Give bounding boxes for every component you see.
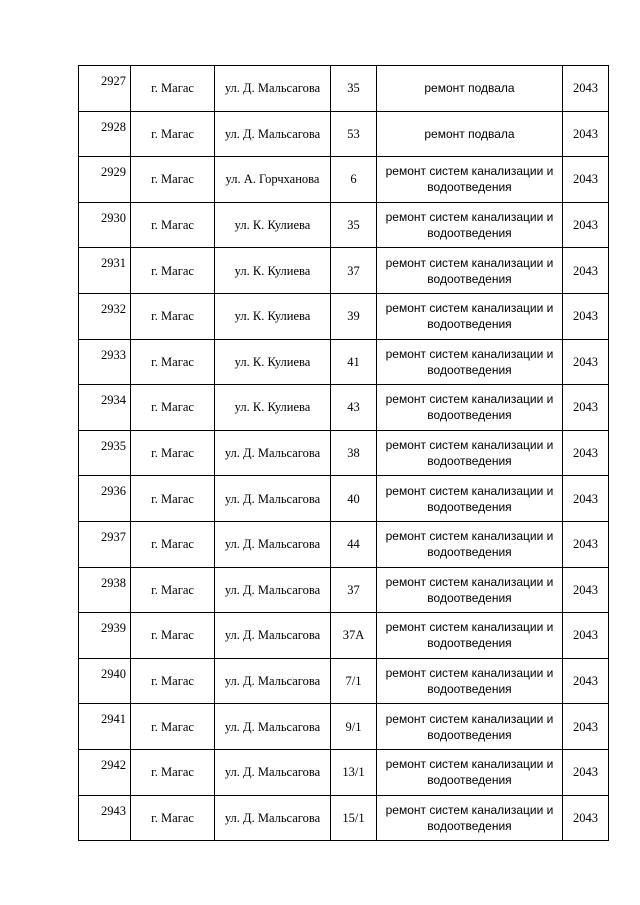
street-cell: ул. Д. Мальсагова <box>215 430 331 476</box>
city-cell: г. Магас <box>131 658 215 704</box>
work-type-cell: ремонт систем канализации и водоотведения <box>377 293 563 339</box>
row-number-cell: 2934 <box>79 385 131 431</box>
work-type-cell: ремонт систем канализации и водоотведения <box>377 157 563 203</box>
street-cell: ул. К. Кулиева <box>215 385 331 431</box>
house-number-cell: 35 <box>331 66 377 112</box>
city-cell: г. Магас <box>131 567 215 613</box>
table-row <box>79 385 609 431</box>
city-cell: г. Магас <box>131 157 215 203</box>
year-cell: 2043 <box>563 567 609 613</box>
year-cell: 2043 <box>563 613 609 659</box>
street-cell: ул. Д. Мальсагова <box>215 567 331 613</box>
row-number-cell: 2943 <box>79 795 131 841</box>
table-row <box>79 111 609 157</box>
work-type-cell: ремонт систем канализации и водоотведения <box>377 795 563 841</box>
work-type-cell: ремонт систем канализации и водоотведения <box>377 521 563 567</box>
table-row <box>79 567 609 613</box>
city-cell: г. Магас <box>131 430 215 476</box>
row-number-cell: 2932 <box>79 293 131 339</box>
row-number-cell: 2936 <box>79 476 131 522</box>
city-cell: г. Магас <box>131 476 215 522</box>
row-number-cell: 2929 <box>79 157 131 203</box>
table-row <box>79 339 609 385</box>
table-row <box>79 521 609 567</box>
work-type-cell: ремонт систем канализации и водоотведения <box>377 704 563 750</box>
work-type-cell: ремонт систем канализации и водоотведения <box>377 567 563 613</box>
house-number-cell: 15/1 <box>331 795 377 841</box>
year-cell: 2043 <box>563 430 609 476</box>
table-body <box>79 66 609 841</box>
street-cell: ул. Д. Мальсагова <box>215 521 331 567</box>
year-cell: 2043 <box>563 385 609 431</box>
city-cell: г. Магас <box>131 248 215 294</box>
year-cell: 2043 <box>563 202 609 248</box>
row-number-cell: 2941 <box>79 704 131 750</box>
year-cell: 2043 <box>563 704 609 750</box>
street-cell: ул. К. Кулиева <box>215 202 331 248</box>
street-cell: ул. К. Кулиева <box>215 339 331 385</box>
year-cell: 2043 <box>563 248 609 294</box>
row-number-cell: 2940 <box>79 658 131 704</box>
row-number-cell: 2928 <box>79 111 131 157</box>
year-cell: 2043 <box>563 476 609 522</box>
row-number-cell: 2935 <box>79 430 131 476</box>
work-type-cell: ремонт подвала <box>377 111 563 157</box>
street-cell: ул. Д. Мальсагова <box>215 476 331 522</box>
work-type-cell: ремонт подвала <box>377 66 563 112</box>
street-cell: ул. Д. Мальсагова <box>215 658 331 704</box>
year-cell: 2043 <box>563 749 609 795</box>
city-cell: г. Магас <box>131 202 215 248</box>
table-row <box>79 749 609 795</box>
city-cell: г. Магас <box>131 795 215 841</box>
street-cell: ул. К. Кулиева <box>215 293 331 339</box>
work-type-cell: ремонт систем канализации и водоотведения <box>377 658 563 704</box>
street-cell: ул. Д. Мальсагова <box>215 795 331 841</box>
house-number-cell: 37А <box>331 613 377 659</box>
street-cell: ул. Д. Мальсагова <box>215 749 331 795</box>
house-number-cell: 13/1 <box>331 749 377 795</box>
house-number-cell: 7/1 <box>331 658 377 704</box>
row-number-cell: 2931 <box>79 248 131 294</box>
work-type-cell: ремонт систем канализации и водоотведения <box>377 339 563 385</box>
house-number-cell: 9/1 <box>331 704 377 750</box>
row-number-cell: 2939 <box>79 613 131 659</box>
table-row <box>79 66 609 112</box>
street-cell: ул. Д. Мальсагова <box>215 704 331 750</box>
row-number-cell: 2927 <box>79 66 131 112</box>
year-cell: 2043 <box>563 339 609 385</box>
table-row <box>79 704 609 750</box>
work-type-cell: ремонт систем канализации и водоотведения <box>377 385 563 431</box>
year-cell: 2043 <box>563 111 609 157</box>
house-number-cell: 37 <box>331 567 377 613</box>
work-type-cell: ремонт систем канализации и водоотведения <box>377 476 563 522</box>
table-row <box>79 248 609 294</box>
work-type-cell: ремонт систем канализации и водоотведения <box>377 613 563 659</box>
work-type-cell: ремонт систем канализации и водоотведения <box>377 430 563 476</box>
table-row <box>79 157 609 203</box>
city-cell: г. Магас <box>131 66 215 112</box>
year-cell: 2043 <box>563 157 609 203</box>
row-number-cell: 2938 <box>79 567 131 613</box>
city-cell: г. Магас <box>131 385 215 431</box>
city-cell: г. Магас <box>131 521 215 567</box>
work-type-cell: ремонт систем канализации и водоотведения <box>377 749 563 795</box>
city-cell: г. Магас <box>131 613 215 659</box>
row-number-cell: 2942 <box>79 749 131 795</box>
house-number-cell: 44 <box>331 521 377 567</box>
year-cell: 2043 <box>563 795 609 841</box>
year-cell: 2043 <box>563 521 609 567</box>
table-row <box>79 293 609 339</box>
row-number-cell: 2930 <box>79 202 131 248</box>
street-cell: ул. Д. Мальсагова <box>215 66 331 112</box>
city-cell: г. Магас <box>131 293 215 339</box>
work-type-cell: ремонт систем канализации и водоотведения <box>377 202 563 248</box>
city-cell: г. Магас <box>131 111 215 157</box>
house-number-cell: 41 <box>331 339 377 385</box>
street-cell: ул. А. Горчханова <box>215 157 331 203</box>
house-number-cell: 35 <box>331 202 377 248</box>
street-cell: ул. Д. Мальсагова <box>215 111 331 157</box>
street-cell: ул. К. Кулиева <box>215 248 331 294</box>
house-number-cell: 6 <box>331 157 377 203</box>
city-cell: г. Магас <box>131 339 215 385</box>
table-row <box>79 476 609 522</box>
house-number-cell: 40 <box>331 476 377 522</box>
table-row <box>79 795 609 841</box>
house-number-cell: 38 <box>331 430 377 476</box>
house-number-cell: 39 <box>331 293 377 339</box>
repair-registry-table <box>78 65 609 841</box>
city-cell: г. Магас <box>131 749 215 795</box>
table-row <box>79 430 609 476</box>
table-row <box>79 658 609 704</box>
row-number-cell: 2933 <box>79 339 131 385</box>
house-number-cell: 53 <box>331 111 377 157</box>
year-cell: 2043 <box>563 293 609 339</box>
street-cell: ул. Д. Мальсагова <box>215 613 331 659</box>
table-row <box>79 613 609 659</box>
house-number-cell: 37 <box>331 248 377 294</box>
work-type-cell: ремонт систем канализации и водоотведения <box>377 248 563 294</box>
year-cell: 2043 <box>563 658 609 704</box>
table-row <box>79 202 609 248</box>
house-number-cell: 43 <box>331 385 377 431</box>
city-cell: г. Магас <box>131 704 215 750</box>
row-number-cell: 2937 <box>79 521 131 567</box>
year-cell: 2043 <box>563 66 609 112</box>
